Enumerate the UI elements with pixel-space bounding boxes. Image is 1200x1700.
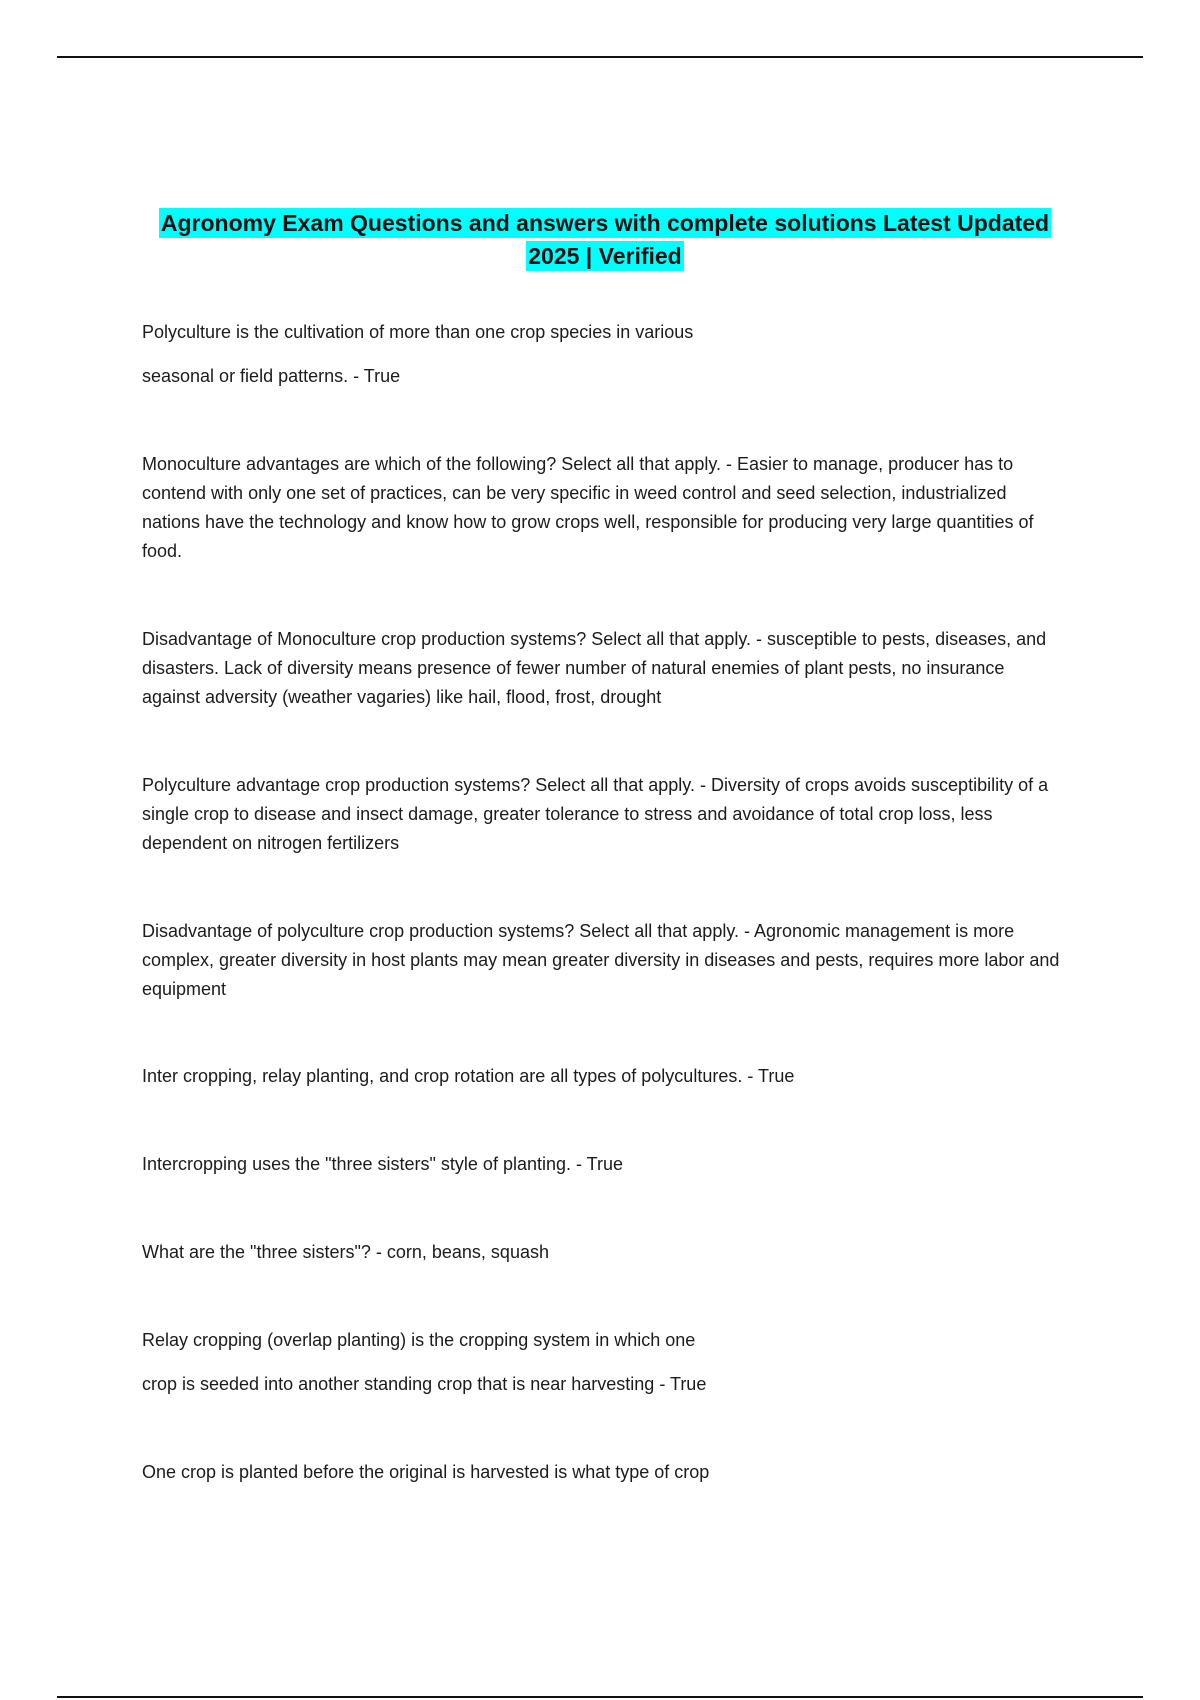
qa-item-9-line-1: Relay cropping (overlap planting) is the cropping system in which one: [142, 1330, 696, 1350]
title-highlight: Agronomy Exam Questions and answers with complete solutions Latest Updated 2025 | Verified: [160, 210, 1050, 269]
document-title: [140, 207, 1070, 273]
qa-item-3: [142, 625, 1062, 712]
top-rule: [57, 56, 1143, 58]
qa-item-6: [142, 1062, 1062, 1091]
qa-item-3-text: Disadvantage of Monoculture crop production systems? Select all that apply. - susceptible to pests, diseases, and disasters. Lack of diversity means presence of fewer number of natural enemies of plant pests, no insurance against adversity (weather vagaries) like hail, flood, frost, drought: [142, 629, 1047, 707]
qa-item-7-text: Intercropping uses the "three sisters" style of planting. - True: [142, 1154, 624, 1174]
qa-item-1-line-1: Polyculture is the cultivation of more than one crop species in various: [142, 322, 694, 342]
qa-item-8: [142, 1238, 1062, 1267]
qa-item-1-line-2: seasonal or field patterns. - True: [142, 366, 401, 386]
qa-item-9: [142, 1326, 1062, 1399]
qa-item-1: [142, 318, 1062, 391]
qa-item-6-text: Inter cropping, relay planting, and crop rotation are all types of polycultures. - True: [142, 1066, 795, 1086]
qa-item-4: [142, 771, 1062, 858]
qa-item-7: [142, 1150, 1062, 1179]
qa-item-2-text: Monoculture advantages are which of the following? Select all that apply. - Easier to manage, producer has to contend with only one set of practices, can be very specific in weed control and seed selection, industrialized nations have the technology and know how to grow crops well, responsible for producing very large quantities of food.: [142, 454, 1034, 561]
qa-item-10-text: One crop is planted before the original is harvested is what type of crop: [142, 1462, 710, 1482]
qa-item-2: [142, 450, 1062, 566]
bottom-rule: [57, 1696, 1143, 1698]
qa-item-5: [142, 917, 1062, 1004]
qa-item-5-text: Disadvantage of polyculture crop production systems? Select all that apply. - Agronomic management is more complex, greater diversity in host plants may mean greater diversity in diseases and pests, requires more labor and equipment: [142, 921, 1060, 999]
qa-item-9-line-2: crop is seeded into another standing crop that is near harvesting - True: [142, 1374, 707, 1394]
qa-item-4-text: Polyculture advantage crop production systems? Select all that apply. - Diversity of crops avoids susceptibility of a single crop to disease and insect damage, greater tolerance to stress and avoidance of total crop loss, less dependent on nitrogen fertilizers: [142, 775, 1049, 853]
qa-item-10: [142, 1458, 1062, 1487]
qa-item-8-text: What are the "three sisters"? - corn, beans, squash: [142, 1242, 549, 1262]
